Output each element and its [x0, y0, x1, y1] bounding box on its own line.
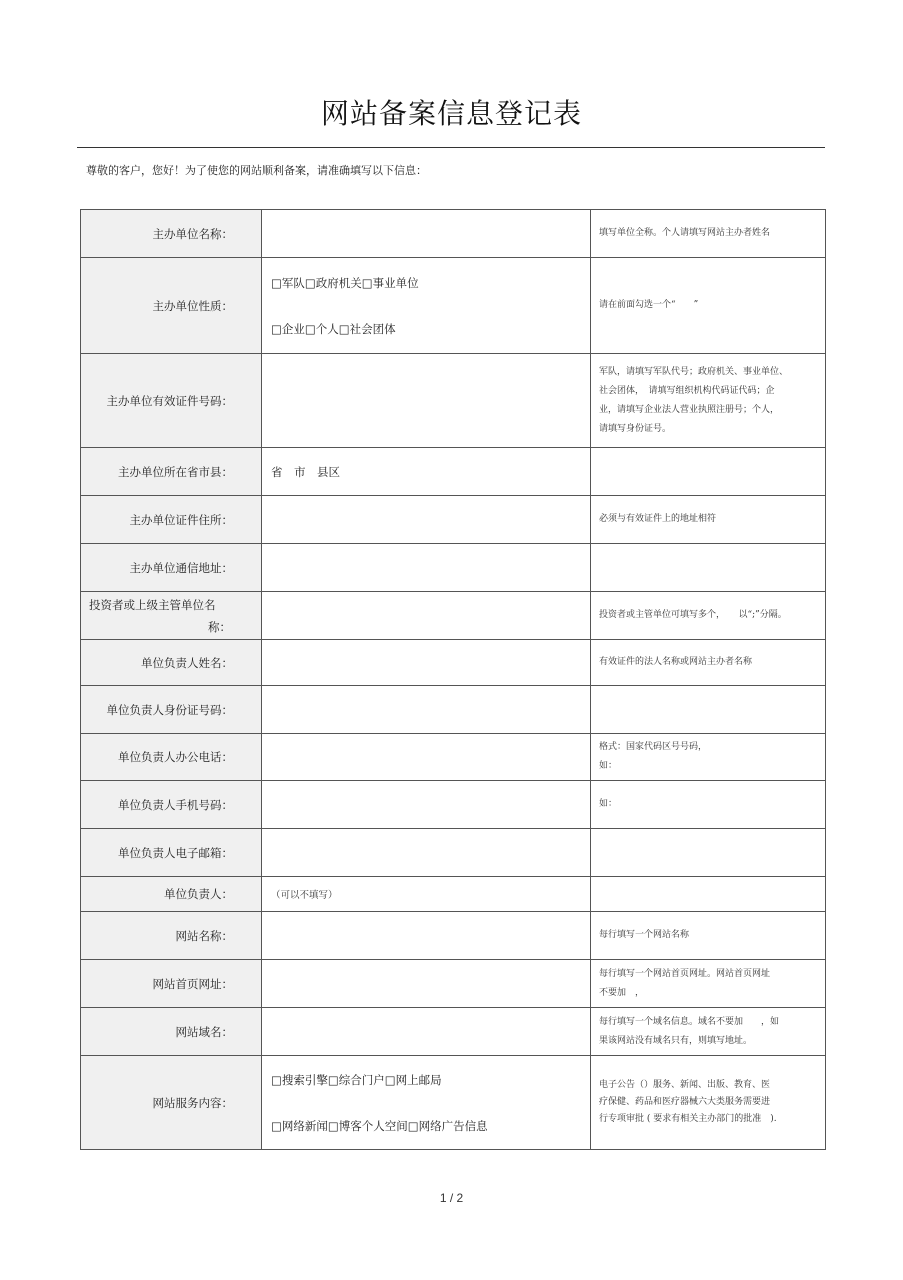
- hint-line: 电子公告（）服务、新闻、出版、教育、医: [599, 1080, 771, 1090]
- hint-line: 疗保健、药品和医疗器械六大类服务需要进: [599, 1097, 771, 1107]
- field-hint: [591, 354, 826, 448]
- responsible-id-input[interactable]: [262, 686, 591, 734]
- form-row-service-content: [81, 1056, 826, 1150]
- page-title: 网站备案信息登记表: [320, 97, 582, 130]
- field-hint: 有效证件的法人名称或网站主办者名称: [591, 640, 826, 686]
- form-row-id-number: [81, 354, 826, 448]
- form-row-homepage-url: [81, 960, 826, 1008]
- field-hint: [591, 686, 826, 734]
- field-label: 网站首页网址：: [81, 960, 262, 1008]
- field-label: 单位负责人身份证号码：: [81, 686, 262, 734]
- form-row-sponsor-type: [81, 258, 826, 354]
- mailing-address-input[interactable]: [262, 544, 591, 592]
- hint-line: 每行填写一个网站首页网址。网站首页网址: [599, 968, 771, 979]
- optional-note: （可以不填写）: [271, 890, 338, 901]
- homepage-url-input[interactable]: [262, 960, 591, 1008]
- form-row-investor: [81, 592, 826, 640]
- sponsor-name-input[interactable]: [262, 210, 591, 258]
- form-row-location: [81, 448, 826, 496]
- checkbox-option-line[interactable]: □搜索引擎□综合门户□网上邮局: [271, 1072, 442, 1087]
- checkbox-option-line[interactable]: □军队□政府机关□事业单位: [271, 275, 419, 290]
- hint-line: 军队，请填写军队代号；政府机关、事业单位、: [599, 366, 789, 377]
- field-hint: [591, 877, 826, 912]
- responsible-name-input[interactable]: [262, 640, 591, 686]
- registration-form-table: [80, 209, 826, 1150]
- checkbox-option-line[interactable]: □网络新闻□博客个人空间□网络广告信息: [271, 1118, 488, 1133]
- form-row-domain: [81, 1008, 826, 1056]
- field-hint: [591, 544, 826, 592]
- responsible-person-input[interactable]: [262, 877, 591, 912]
- form-row-responsible-person: [81, 877, 826, 912]
- hint-line: 果该网站没有域名只有，则填写地址。: [599, 1035, 753, 1046]
- investor-input[interactable]: [262, 592, 591, 640]
- field-hint: [591, 1008, 826, 1056]
- field-label: 网站服务内容：: [81, 1056, 262, 1150]
- field-hint: [591, 1056, 826, 1150]
- field-hint: 投资者或主管单位可填写多个， 以“;”分隔。: [591, 592, 826, 640]
- email-input[interactable]: [262, 829, 591, 877]
- field-hint: [591, 829, 826, 877]
- field-label: 主办单位有效证件号码：: [81, 354, 262, 448]
- registered-address-input[interactable]: [262, 496, 591, 544]
- field-label: [81, 592, 262, 640]
- field-label: 单位负责人电子邮箱：: [81, 829, 262, 877]
- service-content-checkboxes[interactable]: [262, 1056, 591, 1150]
- hint-line: 请填写身份证号。: [599, 423, 672, 434]
- form-row-office-phone: [81, 734, 826, 781]
- field-hint: 填写单位全称。个人请填写网站主办者姓名: [591, 210, 826, 258]
- form-row-sponsor-name: [81, 210, 826, 258]
- domain-input[interactable]: [262, 1008, 591, 1056]
- hint-line: 业，请填写企业法人营业执照注册号；个人，: [599, 404, 780, 415]
- label-line: 称：: [208, 619, 231, 634]
- field-label: 主办单位名称：: [81, 210, 262, 258]
- form-row-email: [81, 829, 826, 877]
- field-label: 网站名称：: [81, 912, 262, 960]
- form-row-mobile: [81, 781, 826, 829]
- field-label: 网站域名：: [81, 1008, 262, 1056]
- field-hint: 每行填写一个网站名称: [591, 912, 826, 960]
- field-hint: [591, 960, 826, 1008]
- hint-line: 每行填写一个域名信息。域名不要加 ，如: [599, 1016, 780, 1027]
- field-hint: [591, 448, 826, 496]
- field-hint: 必须与有效证件上的地址相符: [591, 496, 826, 544]
- form-row-responsible-id: [81, 686, 826, 734]
- hint-line: 如：: [599, 761, 618, 771]
- field-label: 主办单位证件住所：: [81, 496, 262, 544]
- field-hint: 请在前面勾选一个“ ”: [591, 258, 826, 354]
- field-label: 单位负责人手机号码：: [81, 781, 262, 829]
- form-row-mailing-address: [81, 544, 826, 592]
- field-label: 单位负责人姓名：: [81, 640, 262, 686]
- hint-line: 不要加 ，: [599, 987, 645, 998]
- field-hint: 如：: [591, 781, 826, 829]
- field-label: 主办单位所在省市县：: [81, 448, 262, 496]
- sponsor-type-checkboxes[interactable]: [262, 258, 591, 354]
- form-row-responsible-name: [81, 640, 826, 686]
- office-phone-input[interactable]: [262, 734, 591, 781]
- mobile-input[interactable]: [262, 781, 591, 829]
- label-line: 投资者或上级主管单位名: [89, 597, 216, 612]
- hint-line: 社会团体， 请填写组织机构代码证代码；企: [599, 385, 775, 396]
- field-label: 单位负责人：: [81, 877, 262, 912]
- id-number-input[interactable]: [262, 354, 591, 448]
- field-label: 单位负责人办公电话：: [81, 734, 262, 781]
- form-row-registered-address: [81, 496, 826, 544]
- hint-line: 行专项审批 ( 要求有相关主办部门的批准 ).: [599, 1114, 777, 1124]
- form-row-site-name: [81, 912, 826, 960]
- field-label: 主办单位性质：: [81, 258, 262, 354]
- checkbox-option-line[interactable]: □企业□个人□社会团体: [271, 321, 396, 336]
- greeting-text: 尊敬的客户，您好！为了使您的网站顺利备案，请准确填写以下信息：: [86, 164, 427, 177]
- title-divider: [77, 147, 825, 148]
- field-hint: [591, 734, 826, 781]
- site-name-input[interactable]: [262, 912, 591, 960]
- field-label: 主办单位通信地址：: [81, 544, 262, 592]
- hint-line: 格式：国家代码区号号码，: [599, 742, 708, 752]
- page-number: 1 / 2: [439, 1191, 464, 1205]
- location-input[interactable]: 省 市 县区: [262, 448, 591, 496]
